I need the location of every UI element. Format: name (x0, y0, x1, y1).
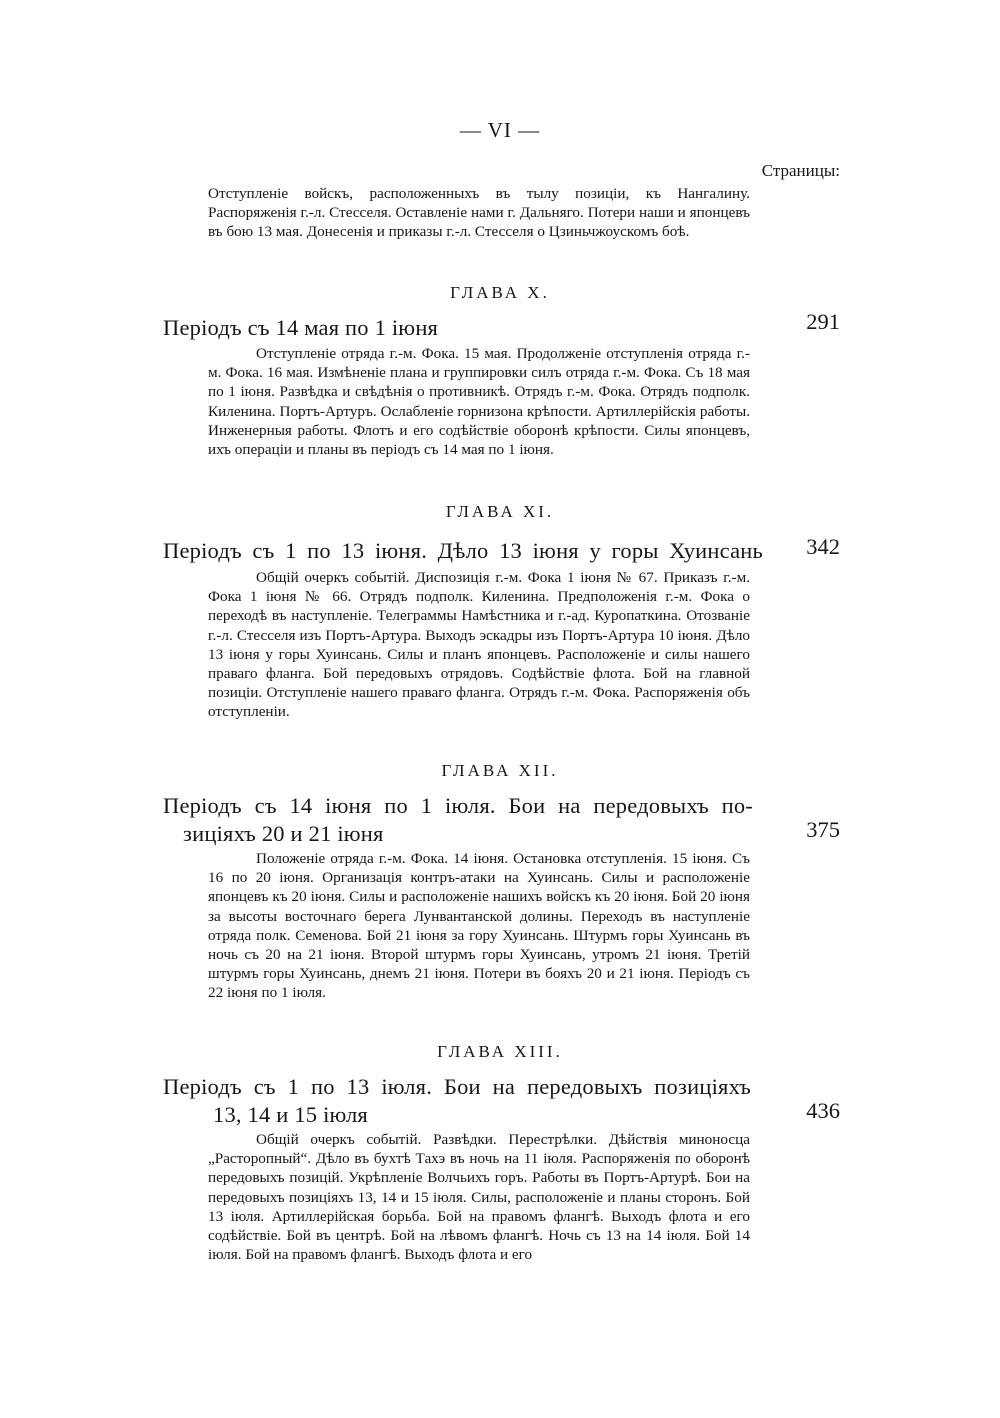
intro-description: Отступленіе войскъ, расположенныхъ въ тылу позиціи, къ Нангалину. Распоряженія г.-л. Стесселя. Оставленіе нами г. Дальняго. Потери наши и японцевъ въ бою 13 мая. Донесенія и приказы г.-л. Стесселя о Цзиньчжоускомъ боѣ. (208, 185, 750, 241)
chapter-title (163, 1073, 751, 1129)
chapter-description-block (208, 344, 750, 459)
chapter-title-line: 13, 14 и 15 іюля (213, 1102, 368, 1127)
chapter-heading: ГЛАВА XII. (441, 761, 559, 780)
chapter-description: Общій очеркъ событій. Диспозиція г.-м. Фока 1 іюня № 67. Приказъ г.-м. Фока 1 іюня № 66. Отрядъ подполк. Киленина. Предположенія г.-м. Фока о переходѣ въ наступленіе. Телеграммы Намѣстника и г.-ад. Куропаткина. Отозваніе г.-л. Стесселя изъ Портъ-Артура. Выходъ эскадры изъ Портъ-Артура 10 іюня. Дѣло 13 іюня у горы Хуинсань. Силы и планъ японцевъ. Расположеніе и силы нашего праваго фланга. Бой передовыхъ отрядовъ. Содѣйствіе флота. Бой на главной позиціи. Отступленіе нашего праваго фланга. Отрядъ г.-м. Фока. Распоряженія объ отступленіи. (208, 569, 750, 721)
chapter-title-line: Періодъ съ 1 по 13 іюня. Дѣло 13 іюня у горы Хуинсань (163, 538, 763, 563)
chapter-heading: ГЛАВА X. (450, 283, 550, 302)
chapter-title (163, 792, 753, 848)
chapter-page-number: 342 (806, 534, 840, 559)
page-number: — VI — (459, 118, 541, 142)
chapter-title-line: зиціяхъ 20 и 21 іюня (183, 821, 384, 846)
chapter-description-block (208, 1130, 750, 1264)
chapter-description: Отступленіе отряда г.-м. Фока. 15 мая. Продолженіе отступленія отряда г.-м. Фока. 16 мая. Измѣненіе плана и группировки силъ отряда г.-м. Фока. Съ 18 мая по 1 іюня. Развѣдка и свѣдѣнія о противникѣ. Отрядъ г.-м. Фока. Отрядъ подполк. Киленина. Портъ-Артуръ. Ослабленіе горнизона крѣпости. Артиллерійскія работы. Инженерныя работы. Флотъ и его содѣйствіе оборонѣ крѣпости. Силы японцевъ, ихъ операціи и планы въ періодъ съ 14 мая по 1 іюня. (208, 345, 750, 459)
chapter-description: Общій очеркъ событій. Развѣдки. Перестрѣлки. Дѣйствія миноносца „Расторопный“. Дѣло въ бухтѣ Тахэ въ ночь на 11 іюля. Распоряженія по оборонѣ передовыхъ позицій. Укрѣпленіе Волчьихъ горъ. Работы въ Портъ-Артурѣ. Бои на передовыхъ позиціяхъ 13, 14 и 15 іюля. Силы, расположеніе и планы сторонъ. Бой 13 іюля. Артиллерійская борьба. Бой на правомъ флангѣ. Выходъ флота и его содѣйствіе. Бой въ центрѣ. Бой на лѣвомъ флангѣ. Ночь съ 13 на 14 іюля. Бой 14 іюля. Бой на правомъ флангѣ. Выходъ флота и его (208, 1131, 750, 1264)
chapter-heading: ГЛАВА XI. (445, 502, 555, 521)
chapter-title-line: Періодъ съ 14 іюня по 1 іюля. Бои на передовыхъ по- (163, 793, 753, 818)
chapter-title (163, 537, 763, 565)
chapter-title (163, 314, 753, 342)
chapter-page-number: 375 (806, 817, 840, 842)
chapter-description: Положеніе отряда г.-м. Фока. 14 іюня. Остановка отступленія. 15 іюня. Съ 16 по 20 іюня. Организація контръ-атаки на Хуинсань. Силы и расположеніе японцевъ къ 20 іюня. Силы и расположеніе нашихъ войскъ къ 20 іюня. Бой 20 іюня за высоты восточнаго берега Лунвантанской долины. Переходъ въ наступленіе отряда полк. Семенова. Бой 21 іюня за гору Хуинсань. Штурмъ горы Хуинсань въ ночь съ 20 на 21 іюня. Второй штурмъ горы Хуинсань, утромъ 21 іюня. Третій штурмъ горы Хуинсань, днемъ 21 іюня. Потери въ бояхъ 20 и 21 іюня. Періодъ съ 22 іюня по 1 іюля. (208, 850, 750, 1002)
chapter-heading: ГЛАВА XIII. (437, 1042, 563, 1061)
chapter-description-block (208, 849, 750, 1003)
chapter-title-line: Періодъ съ 1 по 13 іюля. Бои на передовыхъ позиціяхъ (163, 1074, 751, 1099)
chapter-page-number: 436 (806, 1098, 840, 1123)
intro-section (208, 184, 750, 242)
chapter-title-line: Періодъ съ 14 мая по 1 іюня (163, 315, 439, 340)
chapter-description-block (208, 568, 750, 722)
chapter-page-number: 291 (806, 309, 840, 334)
pages-column-label: Страницы: (761, 161, 840, 180)
